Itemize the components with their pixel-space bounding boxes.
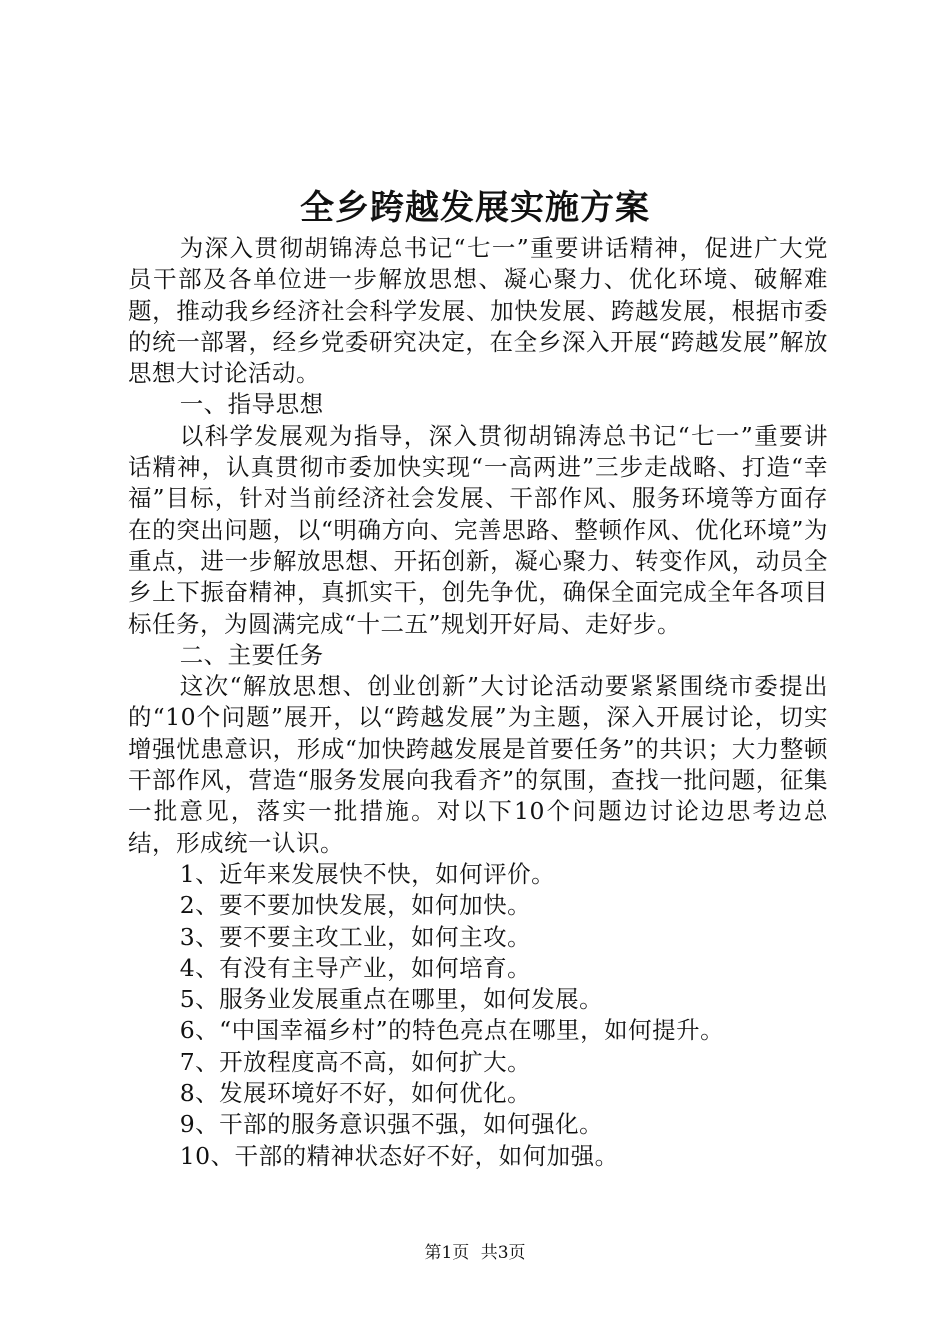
page-number: 第1页: [424, 1243, 470, 1263]
guiding-ideology-paragraph: 以科学发展观为指导，深入贯彻胡锦涛总书记“七一”重要讲话精神，认真贯彻市委加快实现“一高两进”三步走战略、打造“幸福”目标，针对当前经济社会发展、干部作风、服务环境等方面存在的突出问题，以“明确方向、完善思路、整顿作风、优化环境”为重点，进一步解放思想、开拓创新，凝心聚力、转变作风，动员全乡上下振奋精神，真抓实干，创先争优，确保全面完成全年各项目标任务，为圆满完成“十二五”规划开好局、走好步。: [128, 421, 828, 638]
question-item: 4、有没有主导产业，如何培育。: [179, 953, 532, 982]
document-title: 全乡跨越发展实施方案: [300, 188, 650, 228]
question-item: 2、要不要加快发展，如何加快。: [179, 891, 532, 920]
question-item: 8、发展环境好不好，如何优化。: [179, 1079, 532, 1108]
section-heading-main-tasks: 二、主要任务: [179, 640, 324, 669]
question-item: 9、干部的服务意识强不强，如何强化。: [179, 1110, 604, 1139]
main-tasks-paragraph: 这次“解放思想、创业创新”大讨论活动要紧紧围绕市委提出的“10个问题”展开，以“跨越发展”为主题，深入开展讨论，切实增强忧患意识，形成“加快跨越发展是首要任务”的共识；大力整顿干部作风，营造“服务发展向我看齐”的氛围，查找一批问题，征集一批意见，落实一批措施。对以下10个问题边讨论边思考边总结，形成统一认识。: [128, 672, 828, 857]
page-footer: [0, 1241, 950, 1265]
page-total: 共3页: [480, 1243, 526, 1263]
question-item: 1、近年来发展快不快，如何评价。: [179, 859, 556, 888]
question-item: 10、干部的精神状态好不好，如何加强。: [179, 1141, 619, 1170]
document-body: [128, 233, 828, 1172]
question-item: 6、“中国幸福乡村”的特色亮点在哪里，如何提升。: [179, 1016, 725, 1045]
question-list: [128, 859, 828, 1172]
question-item: 5、服务业发展重点在哪里，如何发展。: [179, 985, 604, 1014]
section-heading-guiding-ideology: 一、指导思想: [179, 390, 324, 419]
intro-paragraph: 为深入贯彻胡锦涛总书记“七一”重要讲话精神，促进广大党员干部及各单位进一步解放思想、凝心聚力、优化环境、破解难题，推动我乡经济社会科学发展、加快发展、跨越发展，根据市委的统一部署，经乡党委研究决定，在全乡深入开展“跨越发展”解放思想大讨论活动。: [128, 234, 828, 388]
question-item: 7、开放程度高不高，如何扩大。: [179, 1047, 532, 1076]
question-item: 3、要不要主攻工业，如何主攻。: [179, 922, 532, 951]
